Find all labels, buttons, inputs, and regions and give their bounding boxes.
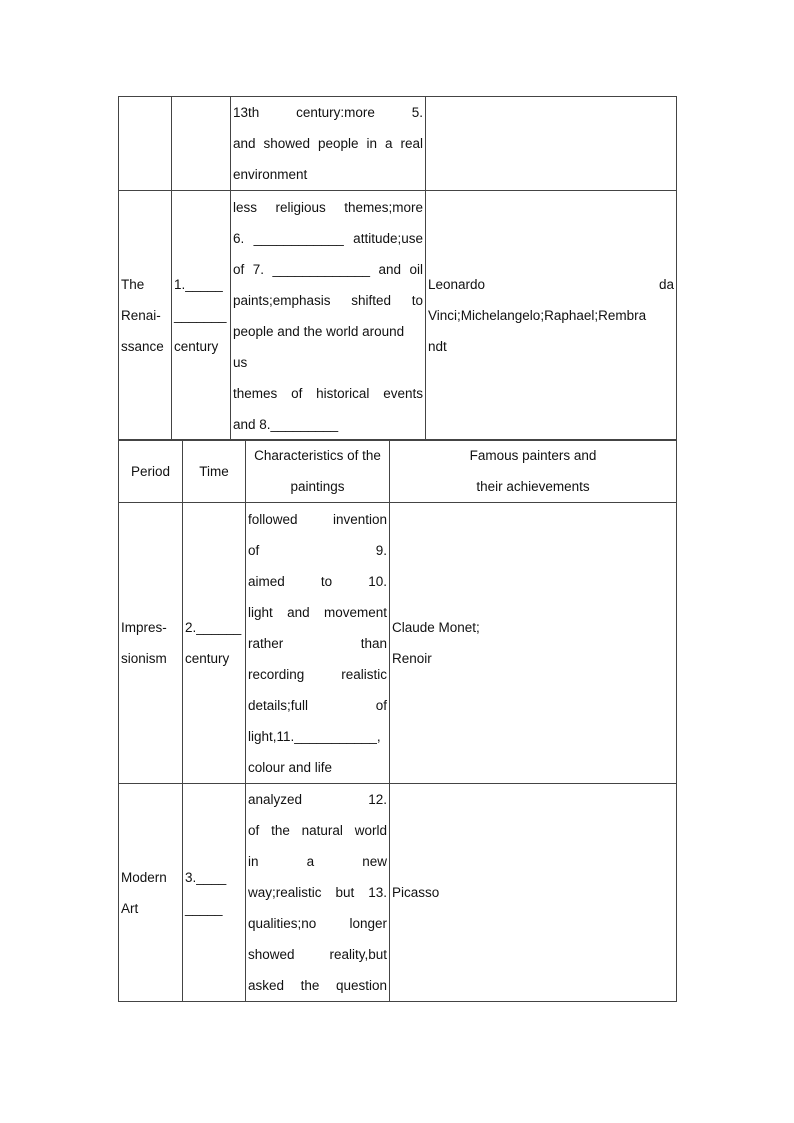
- text-line: of the natural world: [248, 823, 387, 838]
- painters-cell: Picasso: [390, 784, 677, 1002]
- text-line: and showed people in a real: [233, 136, 423, 151]
- text-line: their achievements: [476, 479, 590, 494]
- art-periods-table: [118, 439, 677, 1002]
- text-line: paints;emphasis shifted to: [233, 292, 423, 308]
- painters-cell: [426, 191, 677, 441]
- text-line: Vinci;Michelangelo;Raphael;Rembra: [428, 308, 647, 323]
- text-line: The: [121, 277, 145, 292]
- text-line: aimed to 10.: [248, 573, 387, 589]
- header-row: [119, 440, 677, 503]
- text-line: ndt: [428, 339, 447, 354]
- text-line: way;realistic but 13.: [248, 885, 387, 900]
- painters-cell: [390, 503, 677, 784]
- characteristics-cell: [246, 784, 390, 1002]
- text-line: followed invention: [248, 511, 387, 527]
- text-line: rather than: [248, 635, 387, 651]
- text-line: Characteristics of the: [254, 448, 381, 463]
- text-line: _____: [185, 900, 223, 916]
- table-row: [119, 784, 677, 1002]
- text-line: century: [174, 339, 219, 354]
- text-line: Renoir: [392, 651, 432, 666]
- renaissance-table: [118, 96, 677, 441]
- text-line: details;full of: [248, 697, 387, 713]
- text-line: qualities;no longer: [248, 916, 387, 931]
- table-row: [119, 191, 677, 441]
- text-line: century: [185, 651, 230, 666]
- text-line: showed reality,but: [248, 947, 387, 962]
- text-line: Impres-: [121, 620, 167, 635]
- table-row: [119, 503, 677, 784]
- period-cell: [119, 191, 172, 441]
- text-line: light and movement: [248, 604, 387, 620]
- text-line: in a new: [248, 854, 387, 869]
- text-line: less religious themes;more: [233, 199, 423, 215]
- period-header: Period: [119, 440, 183, 503]
- text-line: colour and life: [248, 759, 333, 775]
- text-line: sionism: [121, 651, 167, 666]
- time-cell: [183, 784, 246, 1002]
- characteristics-header: [246, 440, 390, 503]
- text-line: 1._____: [174, 277, 223, 292]
- text-line: and 8._________: [233, 416, 339, 432]
- painters-header: [390, 440, 677, 503]
- text-line: Modern: [121, 869, 167, 885]
- painters-cell: [426, 97, 677, 191]
- text-line: ssance: [121, 339, 164, 354]
- text-line: light,11.___________,: [248, 728, 381, 744]
- text-line: of 7. _____________ and oil: [233, 261, 423, 277]
- text-line: environment: [233, 167, 308, 182]
- text-line: us: [233, 354, 248, 370]
- table-row: [119, 97, 677, 191]
- text-line: Famous painters and: [469, 448, 597, 463]
- period-cell: [119, 97, 172, 191]
- text-line: paintings: [290, 479, 345, 494]
- text-line: 2.______: [185, 620, 242, 635]
- text-line: Leonardo da: [428, 277, 674, 292]
- text-line: Renai-: [121, 308, 161, 323]
- time-header: Time: [183, 440, 246, 503]
- period-cell: [119, 784, 183, 1002]
- text-line: themes of historical events: [233, 385, 423, 401]
- time-cell: [172, 97, 231, 191]
- text-line: recording realistic: [248, 666, 387, 682]
- text-line: 13th century:more 5.: [233, 105, 423, 120]
- characteristics-cell: [246, 503, 390, 784]
- text-line: people and the world around: [233, 323, 405, 339]
- text-line: asked the question: [248, 978, 387, 993]
- text-line: Art: [121, 900, 139, 916]
- time-cell: [172, 191, 231, 441]
- text-line: analyzed 12.: [248, 792, 387, 807]
- period-cell: [119, 503, 183, 784]
- characteristics-cell: [231, 191, 426, 441]
- text-line: Claude Monet;: [392, 620, 480, 635]
- time-cell: [183, 503, 246, 784]
- text-line: 6. ____________ attitude;use: [233, 230, 423, 246]
- text-line: 3.____: [185, 869, 227, 885]
- text-line: _______: [174, 308, 227, 323]
- text-line: of 9.: [248, 542, 387, 558]
- characteristics-cell: [231, 97, 426, 191]
